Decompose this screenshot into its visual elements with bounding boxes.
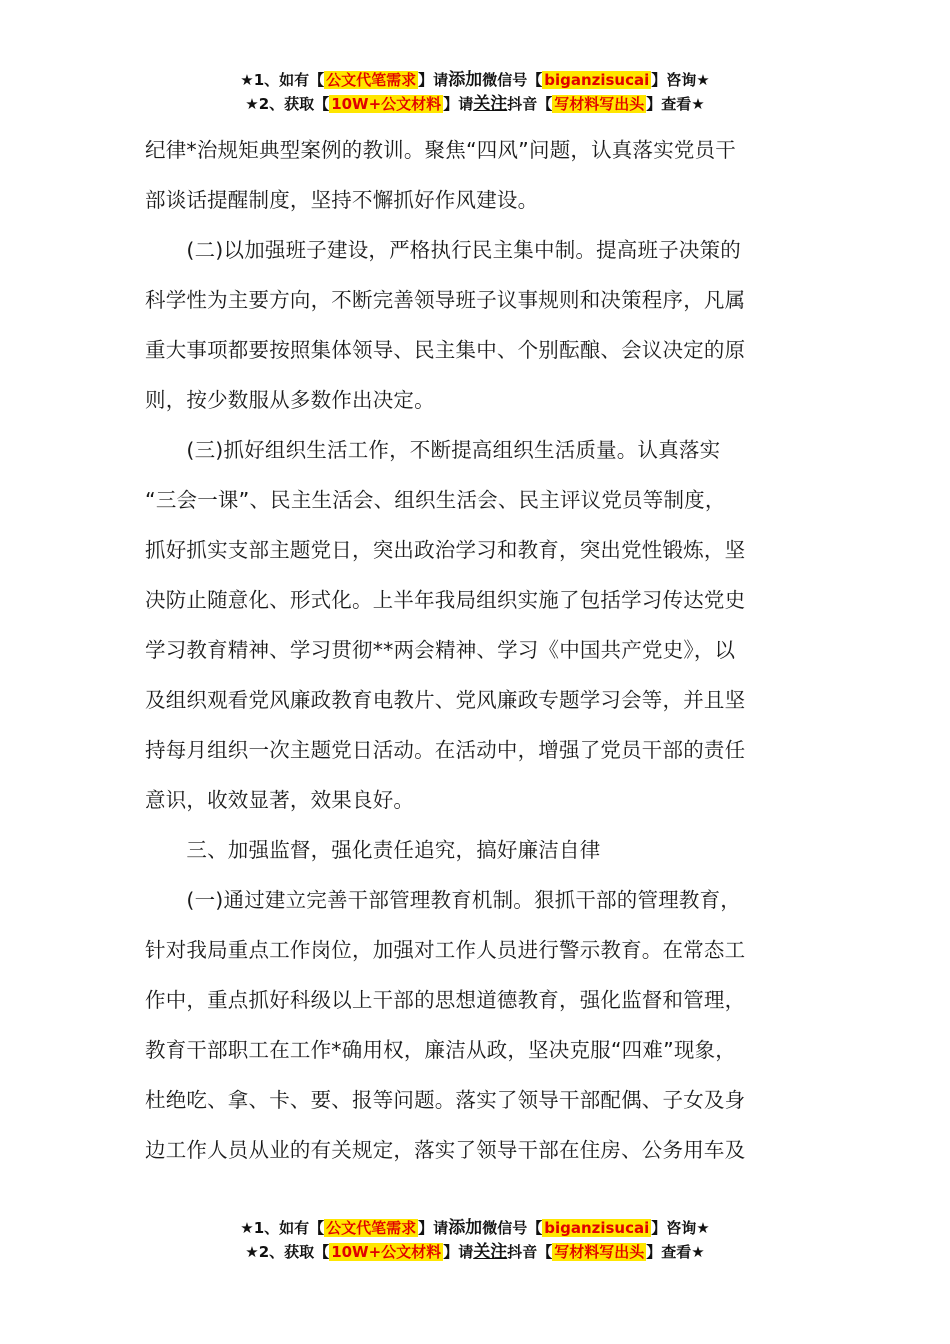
body-line: 杜绝吃、拿、卡、要、报等问题。落实了领导干部配偶、子女及身	[145, 1088, 746, 1112]
footer-banner	[0, 1216, 950, 1264]
footer-text: 】查看★	[646, 1243, 705, 1261]
header-text: 】请	[443, 95, 474, 113]
header-banner	[0, 68, 950, 116]
highlight-text: 写材料写出头	[554, 95, 645, 113]
body-line: 纪律*治规矩典型案例的教训。聚焦“四风”问题，认真落实党员干	[145, 138, 736, 162]
body-line: 科学性为主要方向，不断完善领导班子议事规则和决策程序，凡属	[145, 288, 746, 312]
highlight-text: 公文代笔需求	[326, 1219, 417, 1237]
star-icon: ★	[240, 71, 254, 89]
header-text: 】请	[418, 71, 449, 89]
header-text: 】查看★	[646, 95, 705, 113]
body-line: 决防止随意化、形式化。上半年我局组织实施了包括学习传达党史	[145, 588, 746, 612]
body-line: 重大事项都要按照集体领导、民主集中、个别酝酿、会议决定的原	[145, 338, 746, 362]
footer-text: 抖音【	[507, 1243, 553, 1261]
highlight-text: biganzisucai	[544, 1219, 650, 1237]
star-icon: ★	[240, 1219, 254, 1237]
footer-text: 】请	[418, 1219, 449, 1237]
footer-line-2	[0, 1240, 950, 1264]
footer-text: 】请	[443, 1243, 474, 1261]
body-line: 作中，重点抓好科级以上干部的思想道德教育，强化监督和管理，	[145, 988, 746, 1012]
body-line: 抓好抓实支部主题党日，突出政治学习和教育，突出党性锻炼，坚	[145, 538, 746, 562]
footer-line-1	[0, 1216, 950, 1240]
body-line: 学习教育精神、学习贯彻**两会精神、学习《中国共产党史》，以	[145, 638, 736, 662]
body-line: (一)通过建立完善干部管理教育机制。狠抓干部的管理教育，	[145, 888, 741, 912]
body-line: (二)以加强班子建设，严格执行民主集中制。提高班子决策的	[145, 238, 741, 262]
emphasis-text: 添加	[448, 1218, 483, 1238]
footer-text: 2、获取【	[258, 1243, 330, 1261]
body-line: 则，按少数服从多数作出决定。	[145, 388, 435, 412]
header-text: 抖音【	[507, 95, 553, 113]
body-line: 边工作人员从业的有关规定，落实了领导干部在住房、公务用车及	[145, 1138, 746, 1162]
header-line-2	[0, 92, 950, 116]
body-line: 部谈话提醒制度，坚持不懈抓好作风建设。	[145, 188, 539, 212]
document-body	[145, 125, 807, 1175]
header-text: 2、获取【	[258, 95, 330, 113]
body-line: 意识，收效显著，效果良好。	[145, 788, 415, 812]
footer-text: 1、如有【	[253, 1219, 325, 1237]
section-heading: 三、加强监督，强化责任追究，搞好廉洁自律	[145, 838, 601, 862]
header-line-1	[0, 68, 950, 92]
highlight-text: 10W+公文材料	[331, 95, 442, 113]
highlight-text: 写材料写出头	[554, 1243, 645, 1261]
body-line: “三会一课”、民主生活会、组织生活会、民主评议党员等制度，	[145, 488, 726, 512]
header-text: 微信号【	[482, 71, 543, 89]
emphasis-text: 关注	[473, 1242, 508, 1262]
body-line: 持每月组织一次主题党日活动。在活动中，增强了党员干部的责任	[145, 738, 746, 762]
highlight-text: 10W+公文材料	[331, 1243, 442, 1261]
highlight-text: biganzisucai	[544, 71, 650, 89]
footer-text: 微信号【	[482, 1219, 543, 1237]
emphasis-text: 关注	[473, 94, 508, 114]
footer-text: 】咨询★	[651, 1219, 710, 1237]
header-text: 】咨询★	[651, 71, 710, 89]
body-line: 教育干部职工在工作*确用权，廉洁从政，坚决克服“四难”现象，	[145, 1038, 736, 1062]
star-icon: ★	[245, 1243, 259, 1261]
header-text: 1、如有【	[253, 71, 325, 89]
emphasis-text: 添加	[448, 70, 483, 90]
body-line: (三)抓好组织生活工作，不断提高组织生活质量。认真落实	[145, 438, 721, 462]
body-line: 针对我局重点工作岗位，加强对工作人员进行警示教育。在常态工	[145, 938, 746, 962]
star-icon: ★	[245, 95, 259, 113]
highlight-text: 公文代笔需求	[326, 71, 417, 89]
body-line: 及组织观看党风廉政教育电教片、党风廉政专题学习会等，并且坚	[145, 688, 746, 712]
